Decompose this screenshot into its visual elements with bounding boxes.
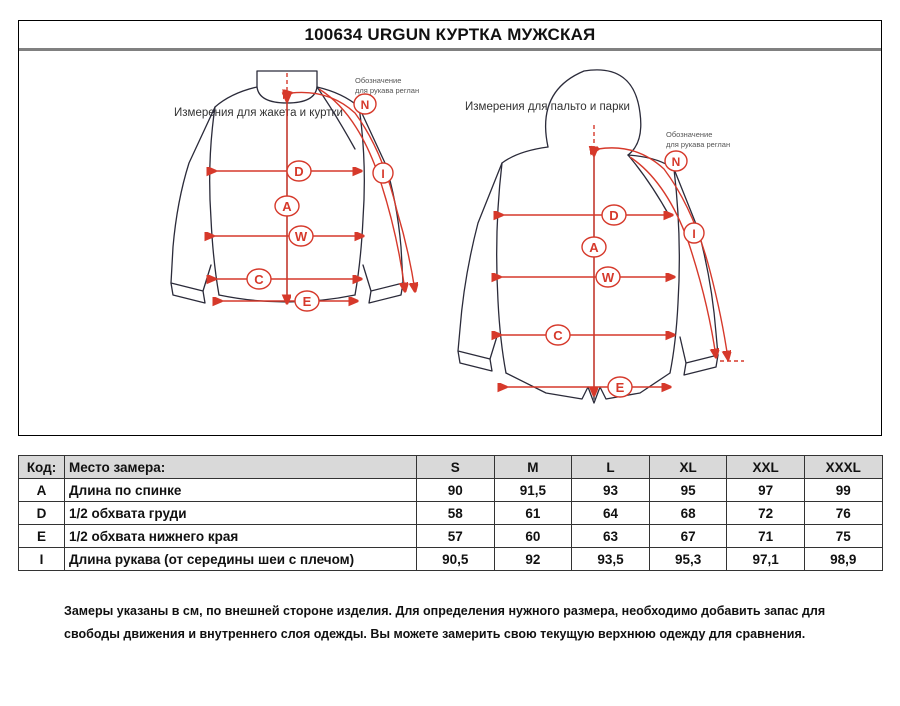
marker-I: [684, 223, 704, 243]
cell-l: 93,5: [572, 548, 650, 571]
table-body: [19, 479, 883, 571]
svg-text:N: N: [360, 98, 370, 112]
row-place: Длина рукава (от середины шеи с плечом): [65, 548, 417, 571]
svg-text:E: E: [302, 294, 312, 309]
marker-W: [289, 226, 313, 246]
cell-m: 91,5: [494, 479, 572, 502]
column-header-xl: XL: [649, 456, 727, 479]
column-header-code: Код:: [19, 456, 65, 479]
cell-xxl: 97,1: [727, 548, 805, 571]
footer-note: Замеры указаны в см, по внешней стороне изделия. Для определения нужного размера, необходимо добавить запас для свободы движения и внутреннего слоя одежды. Вы можете замерить свою текущую верхнюю одежду для сравнения.: [64, 604, 826, 642]
cell-xl: 95,3: [649, 548, 727, 571]
row-code: I: [19, 548, 65, 571]
marker-A: [582, 237, 606, 257]
svg-text:D: D: [294, 164, 304, 179]
parka-measure-lines: [500, 125, 744, 395]
svg-text:C: C: [553, 328, 563, 343]
svg-text:W: W: [294, 229, 308, 244]
cell-xxxl: 76: [804, 502, 882, 525]
svg-text:E: E: [615, 380, 625, 395]
row-place: Длина по спинке: [65, 479, 417, 502]
svg-text:I: I: [381, 167, 385, 181]
parka-markers: [546, 151, 704, 397]
cell-s: 90: [417, 479, 495, 502]
cell-l: 64: [572, 502, 650, 525]
cell-s: 58: [417, 502, 495, 525]
cell-l: 63: [572, 525, 650, 548]
cell-xl: 68: [649, 502, 727, 525]
row-place: 1/2 обхвата нижнего края: [65, 525, 417, 548]
title-bar: [19, 21, 881, 51]
cell-xxl: 71: [727, 525, 805, 548]
diagram-caption-jacket: Измерения для жакета и куртки: [174, 107, 343, 119]
cell-xl: 67: [649, 525, 727, 548]
measurement-table: [18, 455, 883, 571]
table-row: [19, 502, 883, 525]
cell-xl: 95: [649, 479, 727, 502]
diagram-area: [19, 51, 881, 434]
marker-N: [665, 151, 687, 171]
marker-D: [287, 161, 311, 181]
marker-W: [596, 267, 620, 287]
cell-m: 60: [494, 525, 572, 548]
marker-E: [608, 377, 632, 397]
column-header-l: L: [572, 456, 650, 479]
svg-text:I: I: [692, 227, 696, 241]
column-header-s: S: [417, 456, 495, 479]
cell-xxxl: 98,9: [804, 548, 882, 571]
cell-xxl: 97: [727, 479, 805, 502]
svg-text:N: N: [671, 155, 681, 169]
cell-xxxl: 75: [804, 525, 882, 548]
marker-D: [602, 205, 626, 225]
jacket-diagram: [159, 51, 459, 391]
table-row: [19, 548, 883, 571]
marker-N: [354, 94, 376, 114]
raglan-note-line1-jacket: Обозначение: [355, 76, 402, 85]
cell-xxl: 72: [727, 502, 805, 525]
table-row: [19, 525, 883, 548]
svg-text:A: A: [282, 199, 292, 214]
cell-m: 92: [494, 548, 572, 571]
raglan-note-line1-parka: Обозначение: [666, 130, 713, 139]
page-title: 100634 URGUN КУРТКА МУЖСКАЯ: [304, 24, 596, 44]
marker-C: [546, 325, 570, 345]
svg-text:A: A: [589, 240, 599, 255]
raglan-note-line2-parka: для рукава реглан: [666, 140, 731, 149]
parka-outline: [458, 70, 718, 403]
row-place: 1/2 обхвата груди: [65, 502, 417, 525]
cell-m: 61: [494, 502, 572, 525]
jacket-measure-lines: [213, 73, 415, 303]
svg-text:W: W: [601, 270, 615, 285]
cell-s: 90,5: [417, 548, 495, 571]
parka-diagram: [444, 51, 764, 431]
cell-l: 93: [572, 479, 650, 502]
column-header-m: M: [494, 456, 572, 479]
marker-I: [373, 163, 393, 183]
marker-A: [275, 196, 299, 216]
row-code: D: [19, 502, 65, 525]
svg-text:D: D: [609, 208, 619, 223]
table-header-row: [19, 456, 883, 479]
column-header-xxxl: XXXL: [804, 456, 882, 479]
column-header-place: Место замера:: [65, 456, 417, 479]
table-header: [19, 456, 883, 479]
table-row: [19, 479, 883, 502]
marker-E: [295, 291, 319, 311]
svg-text:C: C: [254, 272, 264, 287]
row-code: E: [19, 525, 65, 548]
row-code: A: [19, 479, 65, 502]
cell-s: 57: [417, 525, 495, 548]
column-header-xxl: XXL: [727, 456, 805, 479]
marker-C: [247, 269, 271, 289]
diagram-caption-parka: Измерения для пальто и парки: [465, 101, 630, 113]
size-chart-sheet: [18, 20, 882, 436]
raglan-note-line2-jacket: для рукава реглан: [355, 86, 420, 95]
cell-xxxl: 99: [804, 479, 882, 502]
